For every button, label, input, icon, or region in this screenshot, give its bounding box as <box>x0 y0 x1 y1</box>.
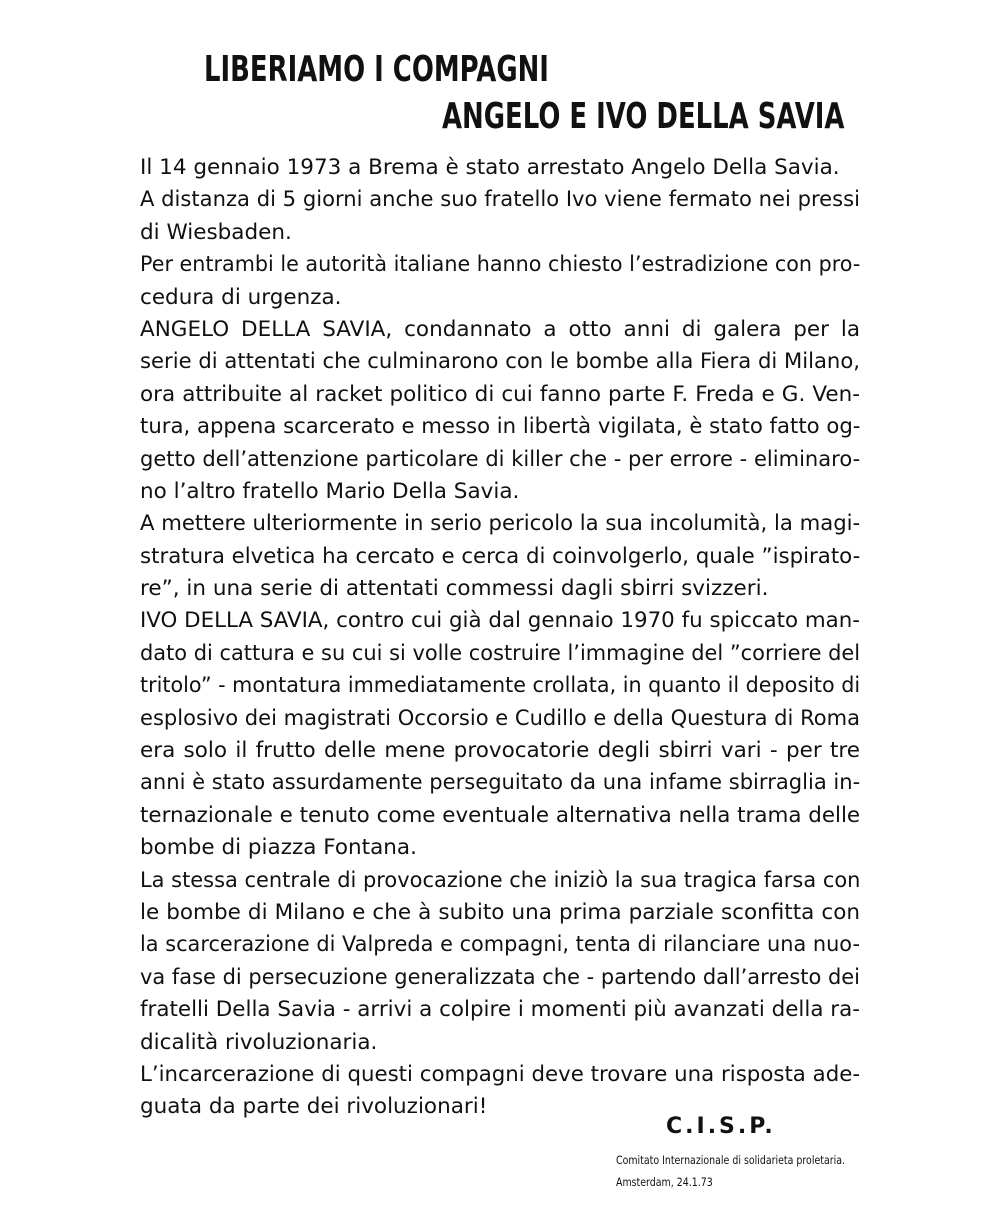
body-line: Per entrambi le autorità italiane hanno chiesto l’estradizione con pro- <box>140 252 861 278</box>
body-line: di Wiesbaden. <box>140 219 292 245</box>
body-line: dato di cattura e su cui si volle costruire l’immagine del ”corriere del <box>140 640 861 666</box>
headline-line-1: LIBERIAMO I COMPAGNI <box>204 49 549 90</box>
signature-block <box>616 1149 845 1193</box>
body-line: IVO DELLA SAVIA, contro cui già dal gennaio 1970 fu spiccato man- <box>140 608 860 634</box>
body-line: anni è stato assurdamente perseguitato da una infame sbirraglia in- <box>140 770 861 796</box>
body-line: tura, appena scarcerato e messo in libertà vigilata, è stato fatto og- <box>140 414 861 440</box>
body-line: stratura elvetica ha cercato e cerca di coinvolgerlo, quale ”ispirato- <box>140 543 861 569</box>
body-line: fratelli Della Savia - arrivi a colpire i momenti più avanzati della ra- <box>140 997 860 1023</box>
body-line: ora attribuite al racket politico di cui fanno parte F. Freda e G. Ven- <box>140 381 860 407</box>
organization-name: Comitato Internazionale di solidarieta proletaria. <box>616 1153 845 1167</box>
body-line: re”, in una serie di attentati commessi dagli sbirri svizzeri. <box>140 576 769 602</box>
body-line: guata da parte dei rivoluzionari! <box>140 1094 488 1120</box>
body-line: era solo il frutto delle mene provocatorie degli sbirri vari - per tre <box>140 738 860 764</box>
headline-line-2: ANGELO E IVO DELLA SAVIA <box>442 96 845 137</box>
body-line: bombe di piazza Fontana. <box>140 835 417 861</box>
body-line: dicalità rivoluzionaria. <box>140 1029 378 1055</box>
body-line: esplosivo dei magistrati Occorsio e Cudillo e della Questura di Roma <box>140 705 860 731</box>
body-line: ANGELO DELLA SAVIA, condannato a otto anni di galera per la <box>140 316 860 342</box>
body-line: La stessa centrale di provocazione che iniziò la sua tragica farsa con <box>140 867 861 893</box>
body-line: la scarcerazione di Valpreda e compagni, tenta di rilanciare una nuo- <box>140 932 860 958</box>
body-line: tritolo” - montatura immediatamente crollata, in quanto il deposito di <box>140 673 861 699</box>
body-line: serie di attentati che culminarono con le bombe alla Fiera di Milano, <box>140 349 860 375</box>
body-line: A distanza di 5 giorni anche suo fratello Ivo viene fermato nei pressi <box>140 187 860 213</box>
body-line: ternazionale e tenuto come eventuale alternativa nella trama delle <box>140 802 861 828</box>
place-date: Amsterdam, 24.1.73 <box>616 1175 713 1189</box>
body-line: va fase di persecuzione generalizzata che - partendo dall’arresto dei <box>140 964 860 990</box>
body-line: no l’altro fratello Mario Della Savia. <box>140 478 520 504</box>
signature-initials: C.I.S.P. <box>666 1114 776 1139</box>
body-line: getto dell’attenzione particolare di killer che - per errore - eliminaro- <box>140 446 861 472</box>
body-line: A mettere ulteriormente in serio pericolo la sua incolumità, la magi- <box>140 511 861 537</box>
body-line: le bombe di Milano e che à subito una prima parziale sconfitta con <box>140 899 860 925</box>
body-line: Il 14 gennaio 1973 a Brema è stato arrestato Angelo Della Savia. <box>140 155 840 180</box>
body-text <box>140 152 860 1124</box>
body-line: L’incarcerazione di questi compagni deve trovare una risposta ade- <box>140 1061 860 1087</box>
body-line: cedura di urgenza. <box>140 284 342 310</box>
